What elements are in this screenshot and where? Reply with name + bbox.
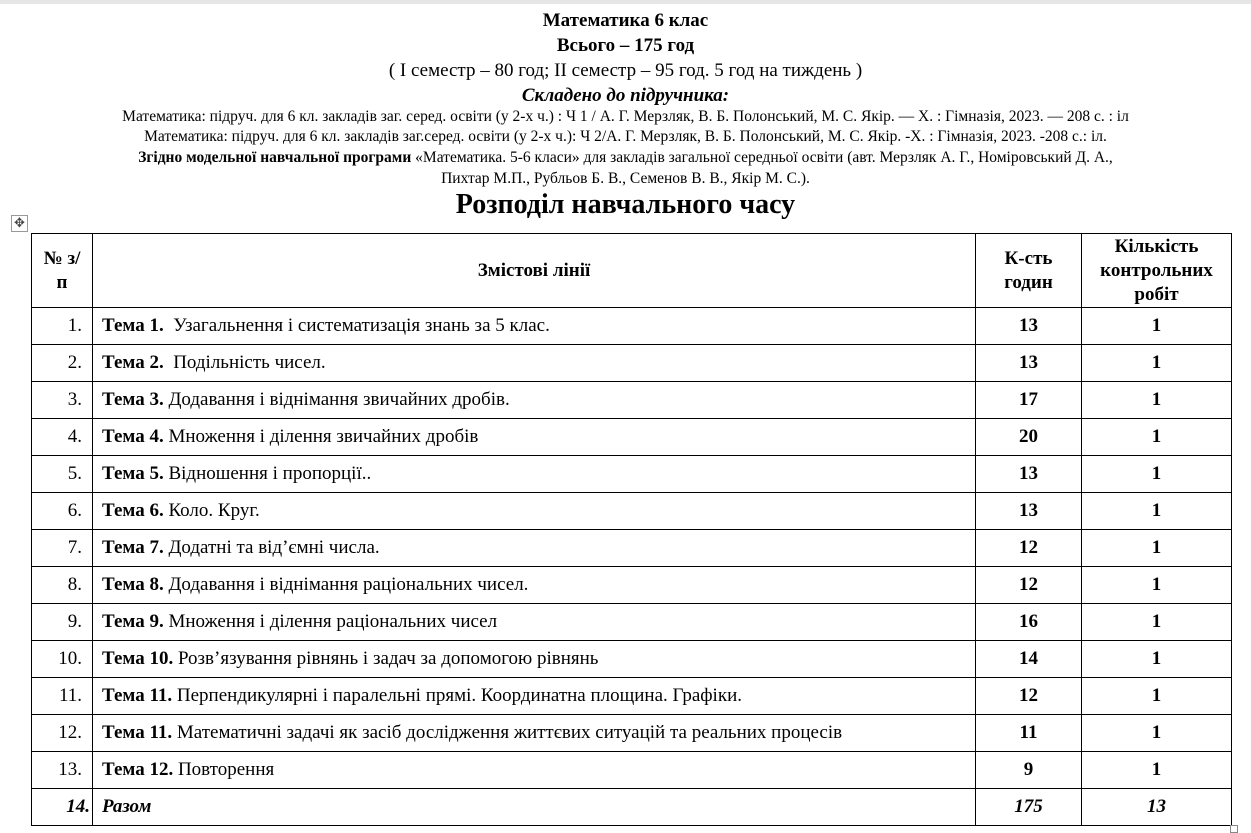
table-row — [32, 567, 1232, 604]
row-number: 11. — [32, 678, 93, 715]
move-cross-icon[interactable]: ✥ — [11, 215, 28, 232]
topic-label: Тема 1. — [102, 315, 164, 336]
row-hours: 13 — [976, 308, 1082, 345]
table-resize-handle[interactable] — [1230, 825, 1238, 833]
topic-label: Тема 12. — [102, 759, 174, 780]
table-row — [32, 493, 1232, 530]
row-tests: 1 — [1082, 567, 1232, 604]
table-total-row — [32, 789, 1232, 826]
row-topic — [93, 530, 976, 567]
topic-text: Додатні та від’ємні числа. — [163, 537, 380, 558]
row-topic — [93, 456, 976, 493]
table-row — [32, 382, 1232, 419]
table-row — [32, 715, 1232, 752]
table-row — [32, 456, 1232, 493]
topic-text: Множення і ділення звичайних дробів — [163, 426, 479, 447]
row-tests: 1 — [1082, 641, 1232, 678]
row-number: 2. — [32, 345, 93, 382]
topic-label: Тема 6. — [102, 500, 164, 521]
doc-total-hours: Всього – 175 год — [556, 35, 695, 56]
row-hours: 12 — [976, 567, 1082, 604]
topic-text: Додавання і віднімання раціональних чисел. — [163, 574, 529, 595]
doc-textbook-2: Математика: підруч. для 6 кл. закладів заг.серед. освіти (у 2-х ч.): Ч 2/А. Г. Мерзляк, В. Б. Полонський, М. С. Якір. -Х. : Гімназія, 2023. -208 с.: іл. — [144, 128, 1107, 145]
row-number: 10. — [32, 641, 93, 678]
row-topic — [93, 382, 976, 419]
topic-label: Тема 5. — [102, 463, 164, 484]
topic-text: Математичні задачі як засіб дослідження життєвих ситуацій та реальних процесів — [172, 722, 843, 743]
row-tests: 1 — [1082, 456, 1232, 493]
program-label: Згідно модельної навчальної програми — [138, 149, 412, 166]
row-topic — [93, 419, 976, 456]
row-topic — [93, 345, 976, 382]
table-row — [32, 604, 1232, 641]
row-hours: 13 — [976, 493, 1082, 530]
page-top-edge — [0, 0, 1251, 4]
program-text: «Математика. 5-6 класи» для закладів загальної середньої освіти (авт. Мерзляк А. Г., Номіровський Д. А., — [411, 149, 1113, 166]
row-topic — [93, 604, 976, 641]
topic-text: Перпендикулярні і паралельні прямі. Координатна площина. Графіки. — [172, 685, 742, 706]
row-tests: 1 — [1082, 345, 1232, 382]
col-header-topics: Змістові лінії — [93, 234, 976, 308]
col-header-tests: Кількість контрольних робіт — [1082, 234, 1232, 308]
row-tests: 1 — [1082, 715, 1232, 752]
table-row — [32, 419, 1232, 456]
row-topic — [93, 678, 976, 715]
row-topic — [93, 715, 976, 752]
topic-text: Додавання і віднімання звичайних дробів. — [163, 389, 510, 410]
row-hours: 12 — [976, 678, 1082, 715]
total-tests: 13 — [1082, 789, 1232, 826]
row-number: 13. — [32, 752, 93, 789]
topic-label: Тема 9. — [102, 611, 164, 632]
row-number: 8. — [32, 567, 93, 604]
row-hours: 12 — [976, 530, 1082, 567]
topic-text: Узагальнення і систематизація знань за 5 клас. — [163, 315, 550, 336]
section-title: Розподіл навчального часу — [455, 189, 796, 220]
doc-textbook-1: Математика: підруч. для 6 кл. закладів заг. серед. освіти (у 2-х ч.) : Ч 1 / А. Г. Мерзляк, В. Б. Полонський, М. С. Якір. — Х. : Гімназія, 2023. — 208 с. : іл — [122, 108, 1129, 125]
row-tests: 1 — [1082, 604, 1232, 641]
row-hours: 17 — [976, 382, 1082, 419]
total-label: Разом — [93, 789, 976, 826]
row-tests: 1 — [1082, 308, 1232, 345]
doc-program-line-2: Пихтар М.П., Рубльов Б. В., Семенов В. В., Якір М. С.). — [441, 170, 810, 187]
topic-label: Тема 7. — [102, 537, 164, 558]
hours-table — [31, 233, 1232, 826]
row-number: 1. — [32, 308, 93, 345]
row-number: 9. — [32, 604, 93, 641]
topic-text: Множення і ділення раціональних чисел — [163, 611, 498, 632]
row-tests: 1 — [1082, 419, 1232, 456]
total-number: 14. — [32, 789, 93, 826]
row-hours: 16 — [976, 604, 1082, 641]
doc-program-line-1 — [0, 149, 1251, 167]
topic-label: Тема 4. — [102, 426, 164, 447]
row-number: 4. — [32, 419, 93, 456]
row-number: 12. — [32, 715, 93, 752]
topic-text: Розв’язування рівнянь і задач за допомогою рівнянь — [173, 648, 599, 669]
topic-text: Подільність чисел. — [163, 352, 326, 373]
row-topic — [93, 752, 976, 789]
row-number: 5. — [32, 456, 93, 493]
topic-text: Повторення — [173, 759, 275, 780]
row-tests: 1 — [1082, 493, 1232, 530]
row-topic — [93, 308, 976, 345]
col-header-hours: К-сть годин — [976, 234, 1082, 308]
table-row — [32, 678, 1232, 715]
table-row — [32, 308, 1232, 345]
topic-text: Відношення і пропорції.. — [163, 463, 372, 484]
row-tests: 1 — [1082, 382, 1232, 419]
row-number: 3. — [32, 382, 93, 419]
row-hours: 14 — [976, 641, 1082, 678]
doc-semesters: ( І семестр – 80 год; ІІ семестр – 95 год. 5 год на тиждень ) — [388, 60, 863, 81]
row-hours: 9 — [976, 752, 1082, 789]
table-row — [32, 530, 1232, 567]
row-hours: 11 — [976, 715, 1082, 752]
row-hours: 13 — [976, 345, 1082, 382]
topic-label: Тема 10. — [102, 648, 174, 669]
doc-compiled-to: Складено до підручника: — [521, 85, 730, 106]
row-tests: 1 — [1082, 530, 1232, 567]
row-topic — [93, 641, 976, 678]
row-hours: 13 — [976, 456, 1082, 493]
total-hours: 175 — [976, 789, 1082, 826]
topic-label: Тема 11. — [102, 722, 173, 743]
row-topic — [93, 493, 976, 530]
doc-title: Математика 6 клас — [542, 10, 709, 31]
col-header-number: № з/п — [32, 234, 93, 308]
topic-label: Тема 11. — [102, 685, 173, 706]
topic-text: Коло. Круг. — [163, 500, 260, 521]
row-number: 6. — [32, 493, 93, 530]
table-row — [32, 641, 1232, 678]
row-hours: 20 — [976, 419, 1082, 456]
topic-label: Тема 8. — [102, 574, 164, 595]
table-header-row — [32, 234, 1232, 308]
row-tests: 1 — [1082, 752, 1232, 789]
table-row — [32, 345, 1232, 382]
topic-label: Тема 3. — [102, 389, 164, 410]
row-topic — [93, 567, 976, 604]
row-tests: 1 — [1082, 678, 1232, 715]
row-number: 7. — [32, 530, 93, 567]
table-row — [32, 752, 1232, 789]
topic-label: Тема 2. — [102, 352, 164, 373]
